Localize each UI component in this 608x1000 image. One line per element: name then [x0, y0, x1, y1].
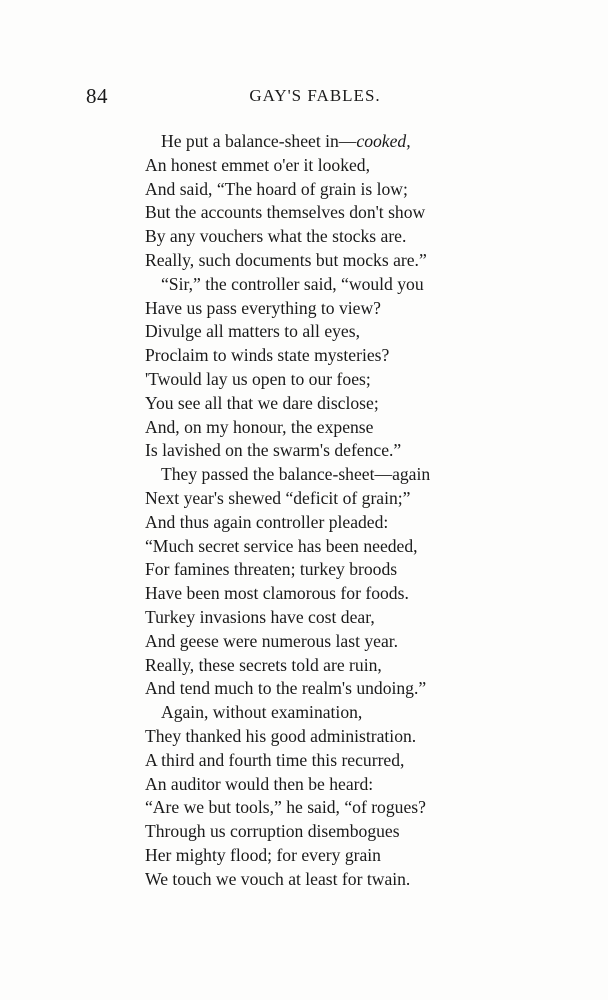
- poem-line: [145, 130, 545, 154]
- poem-line: “Sir,” the controller said, “would you: [161, 273, 424, 294]
- poem-line: Proclaim to winds state mysteries?: [145, 345, 390, 366]
- poem-line: For famines threaten; turkey broods: [145, 559, 398, 580]
- poem-line: Is lavished on the swarm's defence.”: [145, 440, 402, 461]
- poem-line: Divulge all matters to all eyes,: [145, 321, 360, 342]
- poem-line: Turkey invasions have cost dear,: [145, 606, 375, 627]
- poem-text: [145, 130, 545, 892]
- poem-line-italic: cooked,: [356, 131, 411, 151]
- poem-line: And thus again controller pleaded:: [145, 511, 389, 532]
- poem-line: You see all that we dare disclose;: [145, 392, 379, 413]
- poem-line: And geese were numerous last year.: [145, 630, 399, 651]
- poem-line: By any vouchers what the stocks are.: [145, 226, 407, 247]
- poem-line: And tend much to the realm's undoing.”: [145, 678, 427, 699]
- poem-line: “Much secret service has been needed,: [145, 535, 418, 556]
- poem-line: Her mighty flood; for every grain: [145, 844, 381, 865]
- running-title: GAY'S FABLES.: [249, 86, 381, 105]
- poem-line: And said, “The hoard of grain is low;: [145, 178, 408, 199]
- poem-line: Again, without examination,: [161, 702, 363, 723]
- page-number: 84: [86, 84, 108, 108]
- poem-line: “Are we but tools,” he said, “of rogues?: [145, 797, 426, 818]
- poem-line: And, on my honour, the expense: [145, 416, 374, 437]
- poem-line: An honest emmet o'er it looked,: [145, 154, 370, 175]
- poem-line: An auditor would then be heard:: [145, 773, 374, 794]
- poem-line: Have been most clamorous for foods.: [145, 583, 409, 604]
- poem-line: A third and fourth time this recurred,: [145, 749, 405, 770]
- poem-line: 'Twould lay us open to our foes;: [145, 368, 371, 389]
- poem-line: Really, these secrets told are ruin,: [145, 654, 382, 675]
- poem-line: Have us pass everything to view?: [145, 297, 381, 318]
- poem-line: Through us corruption disembogues: [145, 821, 400, 842]
- poem-line: We touch we vouch at least for twain.: [145, 868, 411, 889]
- poem-line: But the accounts themselves don't show: [145, 202, 426, 223]
- poem-line: They passed the balance-sheet—again: [161, 464, 431, 485]
- poem-line: Really, such documents but mocks are.”: [145, 249, 427, 270]
- poem-line: Next year's shewed “deficit of grain;”: [145, 487, 411, 508]
- poem-line-text: He put a balance-sheet in—: [161, 131, 357, 151]
- poem-line: They thanked his good administration.: [145, 725, 417, 746]
